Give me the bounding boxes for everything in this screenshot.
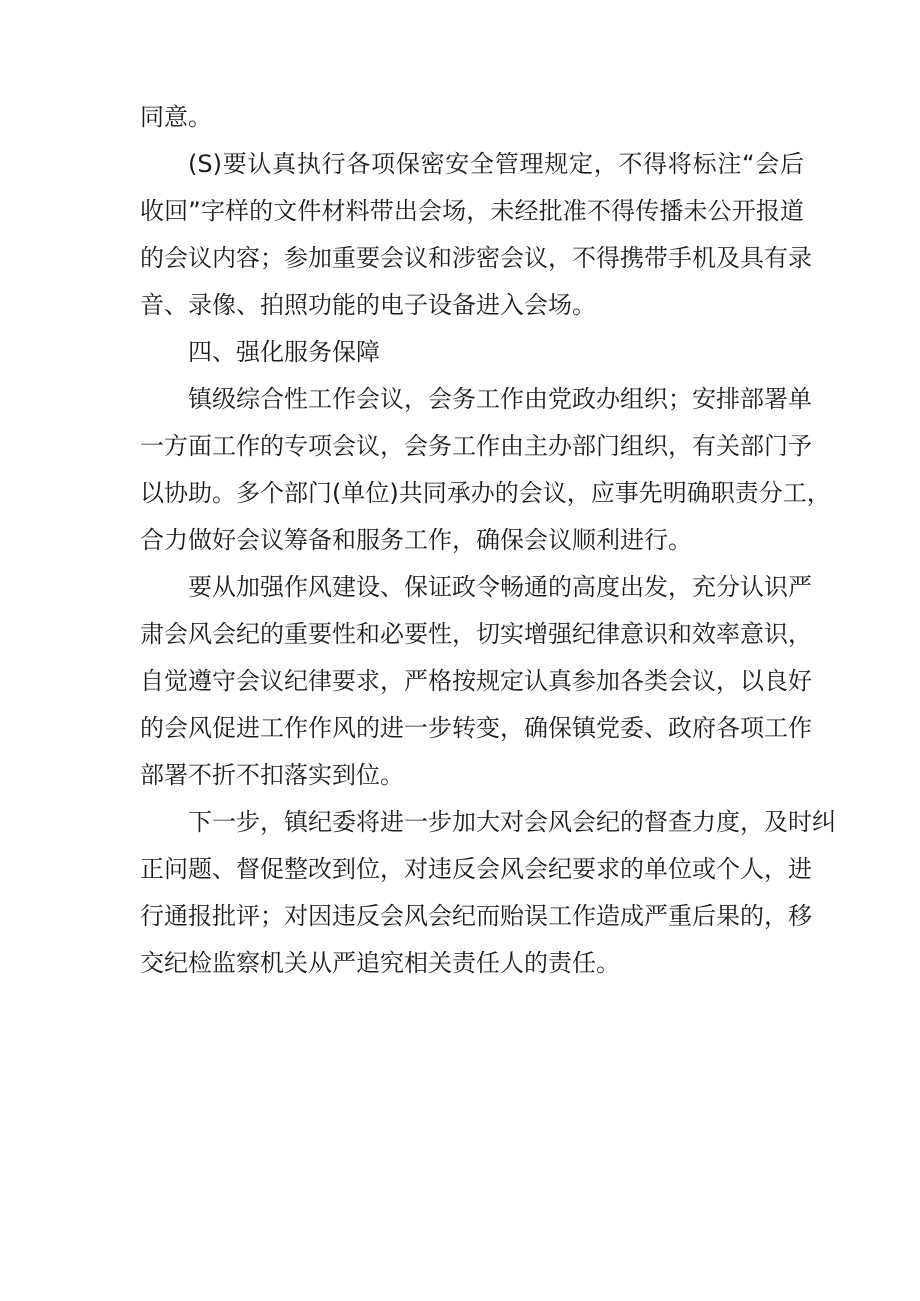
paragraph-line: 合力做好会议筹备和服务工作，确保会议顺利进行。	[140, 526, 692, 554]
paragraph-line: 正问题、督促整改到位，对违反会风会纪要求的单位或个人，进	[140, 855, 812, 883]
paragraph-line: 同意。	[140, 103, 212, 131]
paragraph-line: 行通报批评；对因违反会风会纪而贻误工作造成严重后果的，移	[140, 902, 812, 930]
paragraph-line: 肃会风会纪的重要性和必要性，切实增强纪律意识和效率意识，	[140, 620, 812, 648]
section-heading: 四、强化服务保障	[188, 338, 380, 366]
paragraph-line: 一方面工作的专项会议，会务工作由主办部门组织，有关部门予	[140, 432, 812, 460]
paragraph-line: 下一步，镇纪委将进一步加大对会风会纪的督查力度，及时纠	[188, 808, 836, 836]
paragraph-line: 音、录像、拍照功能的电子设备进入会场。	[140, 291, 596, 319]
paragraph-line: 自觉遵守会议纪律要求，严格按规定认真参加各类会议，以良好	[140, 667, 812, 695]
paragraph-line: 以协助。多个部门(单位)共同承办的会议，应事先明确职责分工，	[140, 479, 831, 507]
paragraph-line: 的会风促进工作作风的进一步转变，确保镇党委、政府各项工作	[140, 714, 812, 742]
paragraph-line: 交纪检监察机关从严追究相关责任人的责任。	[140, 949, 620, 977]
paragraph-line: 的会议内容；参加重要会议和涉密会议，不得携带手机及具有录	[140, 244, 812, 272]
paragraph-line: 收回”字样的文件材料带出会场，未经批准不得传播未公开报道	[140, 197, 804, 225]
paragraph-line: (S)要认真执行各项保密安全管理规定，不得将标注“会后	[188, 150, 804, 178]
paragraph-line: 要从加强作风建设、保证政令畅通的高度出发，充分认识严	[188, 573, 812, 601]
paragraph-line: 镇级综合性工作会议，会务工作由党政办组织；安排部署单	[188, 385, 812, 413]
paragraph-line: 部署不折不扣落实到位。	[140, 761, 404, 789]
